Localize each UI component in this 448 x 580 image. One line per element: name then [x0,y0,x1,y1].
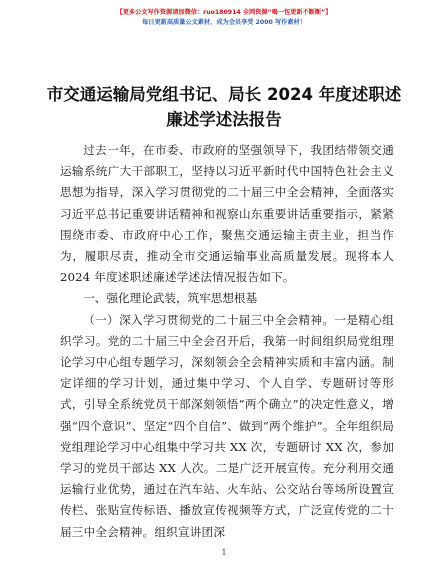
promo-banner-line1: 【更多公文写作资源请加微信：ruo180914 全网资源“喝一包更新不断断”】 [116,9,332,16]
document-body [60,140,394,543]
document-title [40,82,408,132]
document-title-line2: 廉述学述法报告 [166,110,282,129]
promo-banner [0,8,448,28]
document-title-line1: 市交通运输局党组书记、局长 2024 年度述职述 [46,85,402,104]
intro-paragraph: 过去一年，在市委、市政府的坚强领导下，我团结带领交通运输系统广大干部职工，坚持以习近平新时代中国特色社会主义思想为指导，深入学习贯彻党的二十届三中全会精神，全面落实习近平总书记重要讲话精神和视察山东重要讲话重要指示，紧紧围绕市委、市政府中心工作，聚焦交通运输主责主业，担当作为，履职尽责，推动全市交通运输事业高质量发展。现将本人 2024 年度述职述廉述学述法情况报告如下。 [60,143,394,285]
page-number: 1 [221,548,227,557]
section-heading: 一、强化理论武装，筑牢思想根基 [83,291,258,306]
promo-banner-line2: 每日更新高质量公文素材，成为会员享受 2000 写作素材！ [142,19,306,26]
subsection-paragraph: （一）深入学习贯彻党的二十届三中全会精神。一是精心组织学习。党的二十届三中全会召开后，我第一时间组织局党组理论学习中心组专题学习，深刻领会全会精神实质和丰富内涵。制定详细的学习计划，通过集中学习、个人自学、专题研讨等形式，引导全系统党员干部深刻领悟“两个确立”的决定性意义，增强“四个意识”、坚定“四个自信”、做到“两个维护”。全年组织局党组理论学习中心组集中学习共 XX 次，专题研讨 XX 次，参加学习的党员干部达 XX 人次。二是广泛开展宣传。充分利用交通运输行业优势，通过在汽车站、火车站、公交站台等场所设置宣传栏、张贴宣传标语、播放宣传视频等方式，广泛宣传党的二十届三中全会精神。组织宣讲团深 [60,312,394,539]
